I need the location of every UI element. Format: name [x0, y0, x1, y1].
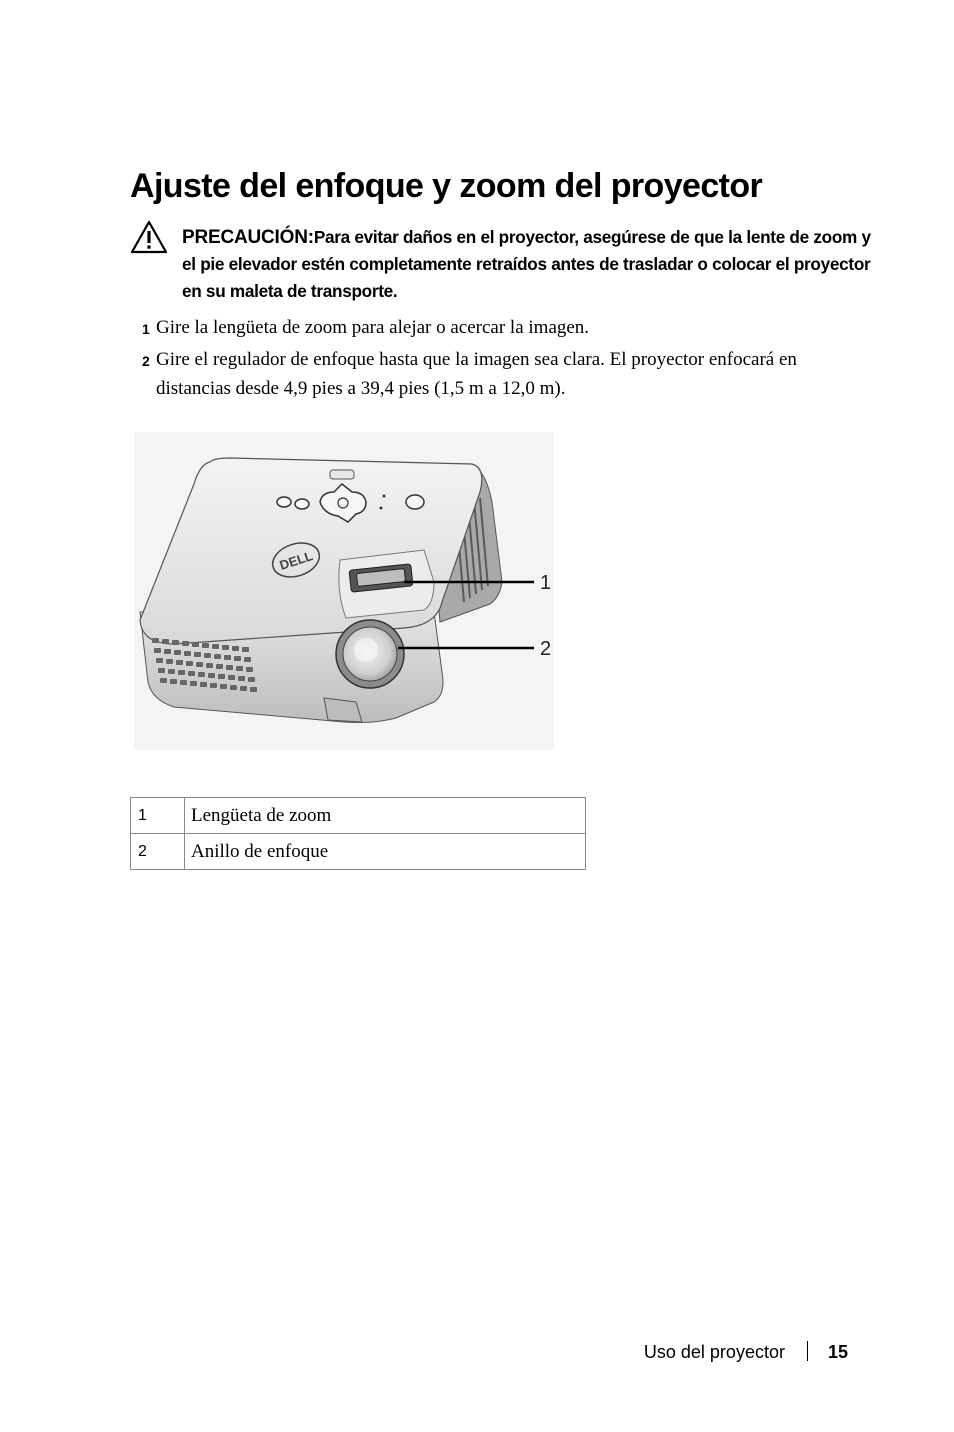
step-item [142, 345, 872, 403]
step-item [142, 313, 872, 342]
legend-label: Lengüeta de zoom [185, 798, 586, 834]
step-text: Gire el regulador de enfoque hasta que la imagen sea clara. El proyector enfocará en distancias desde 4,9 pies a 39,4 pies (1,5 m a 12,0 m). [156, 349, 797, 399]
step-text: Gire la lengüeta de zoom para alejar o acercar la imagen. [156, 317, 590, 338]
warning-icon [130, 220, 168, 254]
legend-number: 2 [131, 834, 185, 870]
projector-logo: DELL [277, 548, 315, 573]
legend-number: 1 [131, 798, 185, 834]
footer-section: Uso del proyector [643, 1342, 785, 1362]
legend-label: Anillo de enfoque [185, 834, 586, 870]
table-row [131, 798, 586, 834]
table-row [131, 834, 586, 870]
page-number: 15 [827, 1342, 848, 1362]
steps-list [142, 313, 872, 403]
step-number: 1 [142, 321, 150, 337]
caution-message: Para evitar daños en el proyector, asegúrese de que la lente de zoom y el pie elevador estén completamente retraídos antes de trasladar o colocar el proyector en su maleta de transporte. [182, 227, 871, 301]
legend-table [130, 797, 586, 870]
callout-1: 1 [540, 572, 552, 594]
projector-figure [134, 432, 554, 750]
page-title: Ajuste del enfoque y zoom del proyector [130, 167, 763, 205]
step-number: 2 [142, 353, 150, 369]
caution-label: PRECAUCIÓN: [182, 227, 314, 248]
caution-text [182, 224, 872, 305]
page-footer [644, 1338, 848, 1366]
projector-illustration [134, 432, 554, 750]
footer-divider [807, 1341, 808, 1361]
callout-2: 2 [540, 638, 552, 660]
